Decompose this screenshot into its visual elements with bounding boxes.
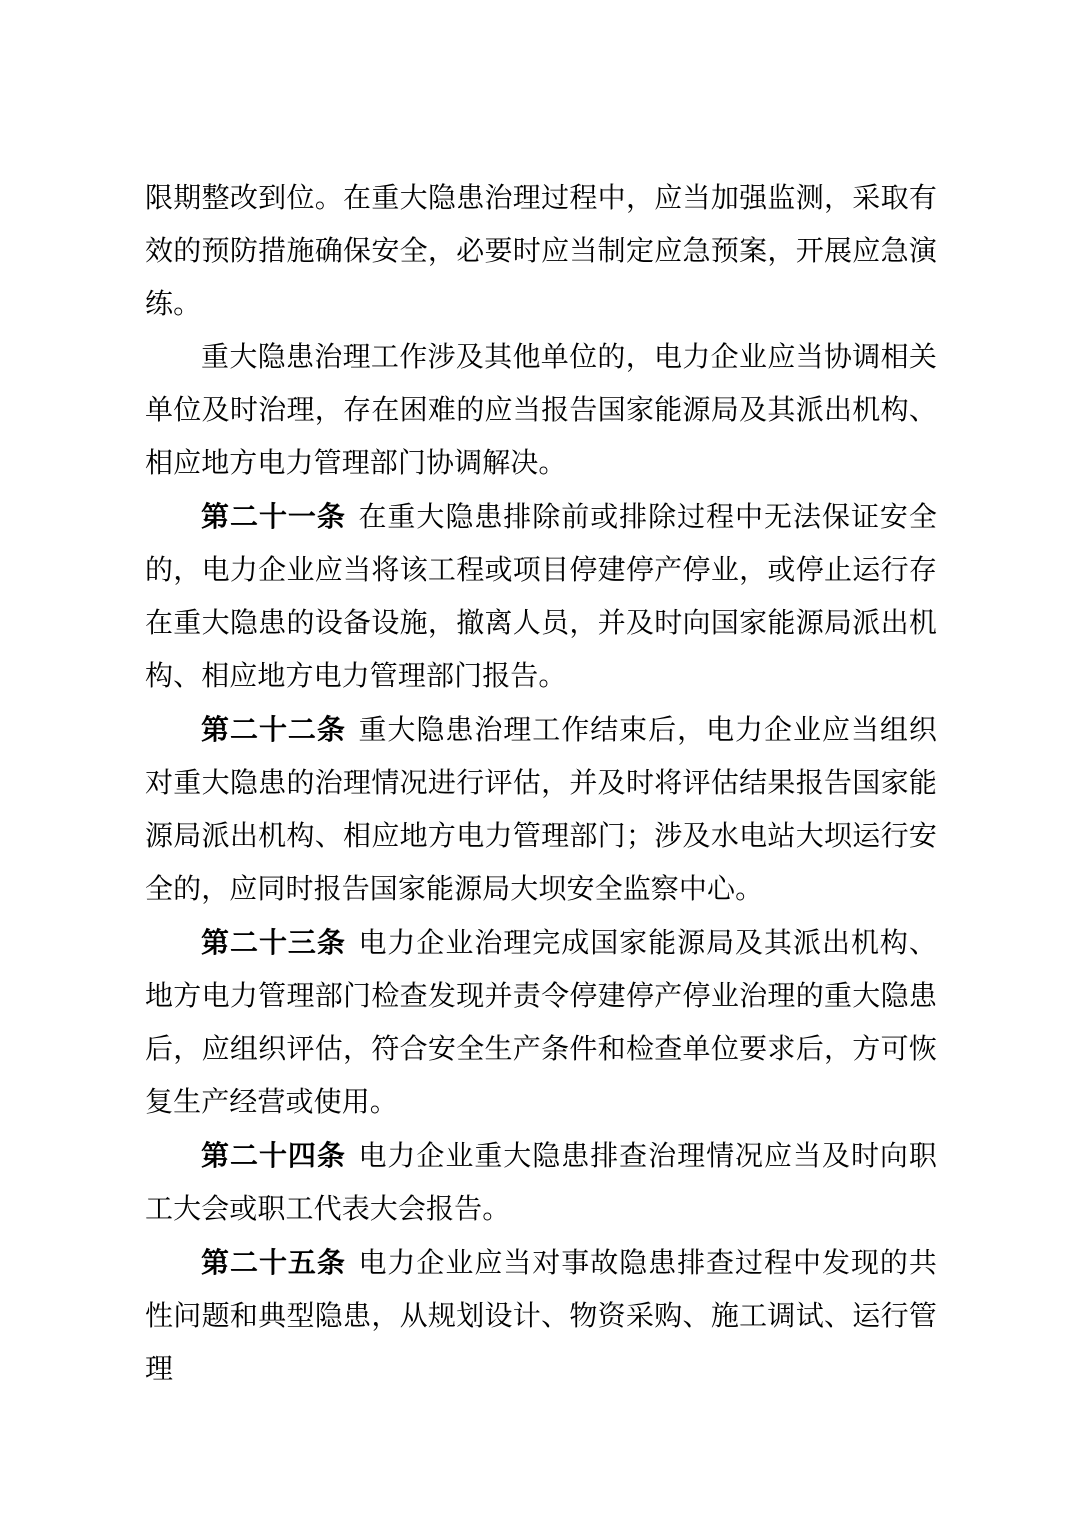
article-number: 第二十四条 (201, 1140, 346, 1171)
article-text: 重大隐患治理工作结束后，电力企业应当组织对重大隐患的治理情况进行评估，并及时将评估结果报告国家能源局派出机构、相应地方电力管理部门；涉及水电站大坝运行安全的，应同时报告国家能源局大坝安全监察中心。 (145, 715, 937, 905)
article-paragraph-22 (145, 703, 937, 916)
article-paragraph-24 (145, 1129, 937, 1236)
paragraph (145, 331, 937, 490)
article-paragraph-23 (145, 916, 937, 1129)
article-paragraph-25 (145, 1236, 937, 1396)
paragraph-text: 限期整改到位。在重大隐患治理过程中，应当加强监测，采取有效的预防措施确保安全，必要时应当制定应急预案，开展应急演练。 (145, 183, 937, 320)
article-number: 第二十二条 (201, 714, 346, 745)
article-number: 第二十五条 (201, 1247, 346, 1278)
article-text: 电力企业应当对事故隐患排查过程中发现的共性问题和典型隐患，从规划设计、物资采购、施工调试、运行管理 (145, 1248, 937, 1385)
article-text: 电力企业治理完成国家能源局及其派出机构、地方电力管理部门检查发现并责令停建停产停业治理的重大隐患后，应组织评估，符合安全生产条件和检查单位要求后，方可恢复生产经营或使用。 (145, 928, 937, 1118)
article-text: 电力企业重大隐患排查治理情况应当及时向职工大会或职工代表大会报告。 (145, 1141, 937, 1225)
paragraph-text: 重大隐患治理工作涉及其他单位的，电力企业应当协调相关单位及时治理，存在困难的应当报告国家能源局及其派出机构、相应地方电力管理部门协调解决。 (145, 342, 937, 479)
article-number: 第二十一条 (201, 501, 346, 532)
article-text: 在重大隐患排除前或排除过程中无法保证安全的，电力企业应当将该工程或项目停建停产停业，或停止运行存在重大隐患的设备设施，撤离人员，并及时向国家能源局派出机构、相应地方电力管理部门报告。 (145, 502, 937, 692)
article-paragraph-21 (145, 490, 937, 703)
document-body (145, 172, 937, 1396)
article-number: 第二十三条 (201, 927, 346, 958)
paragraph-continuation (145, 172, 937, 331)
